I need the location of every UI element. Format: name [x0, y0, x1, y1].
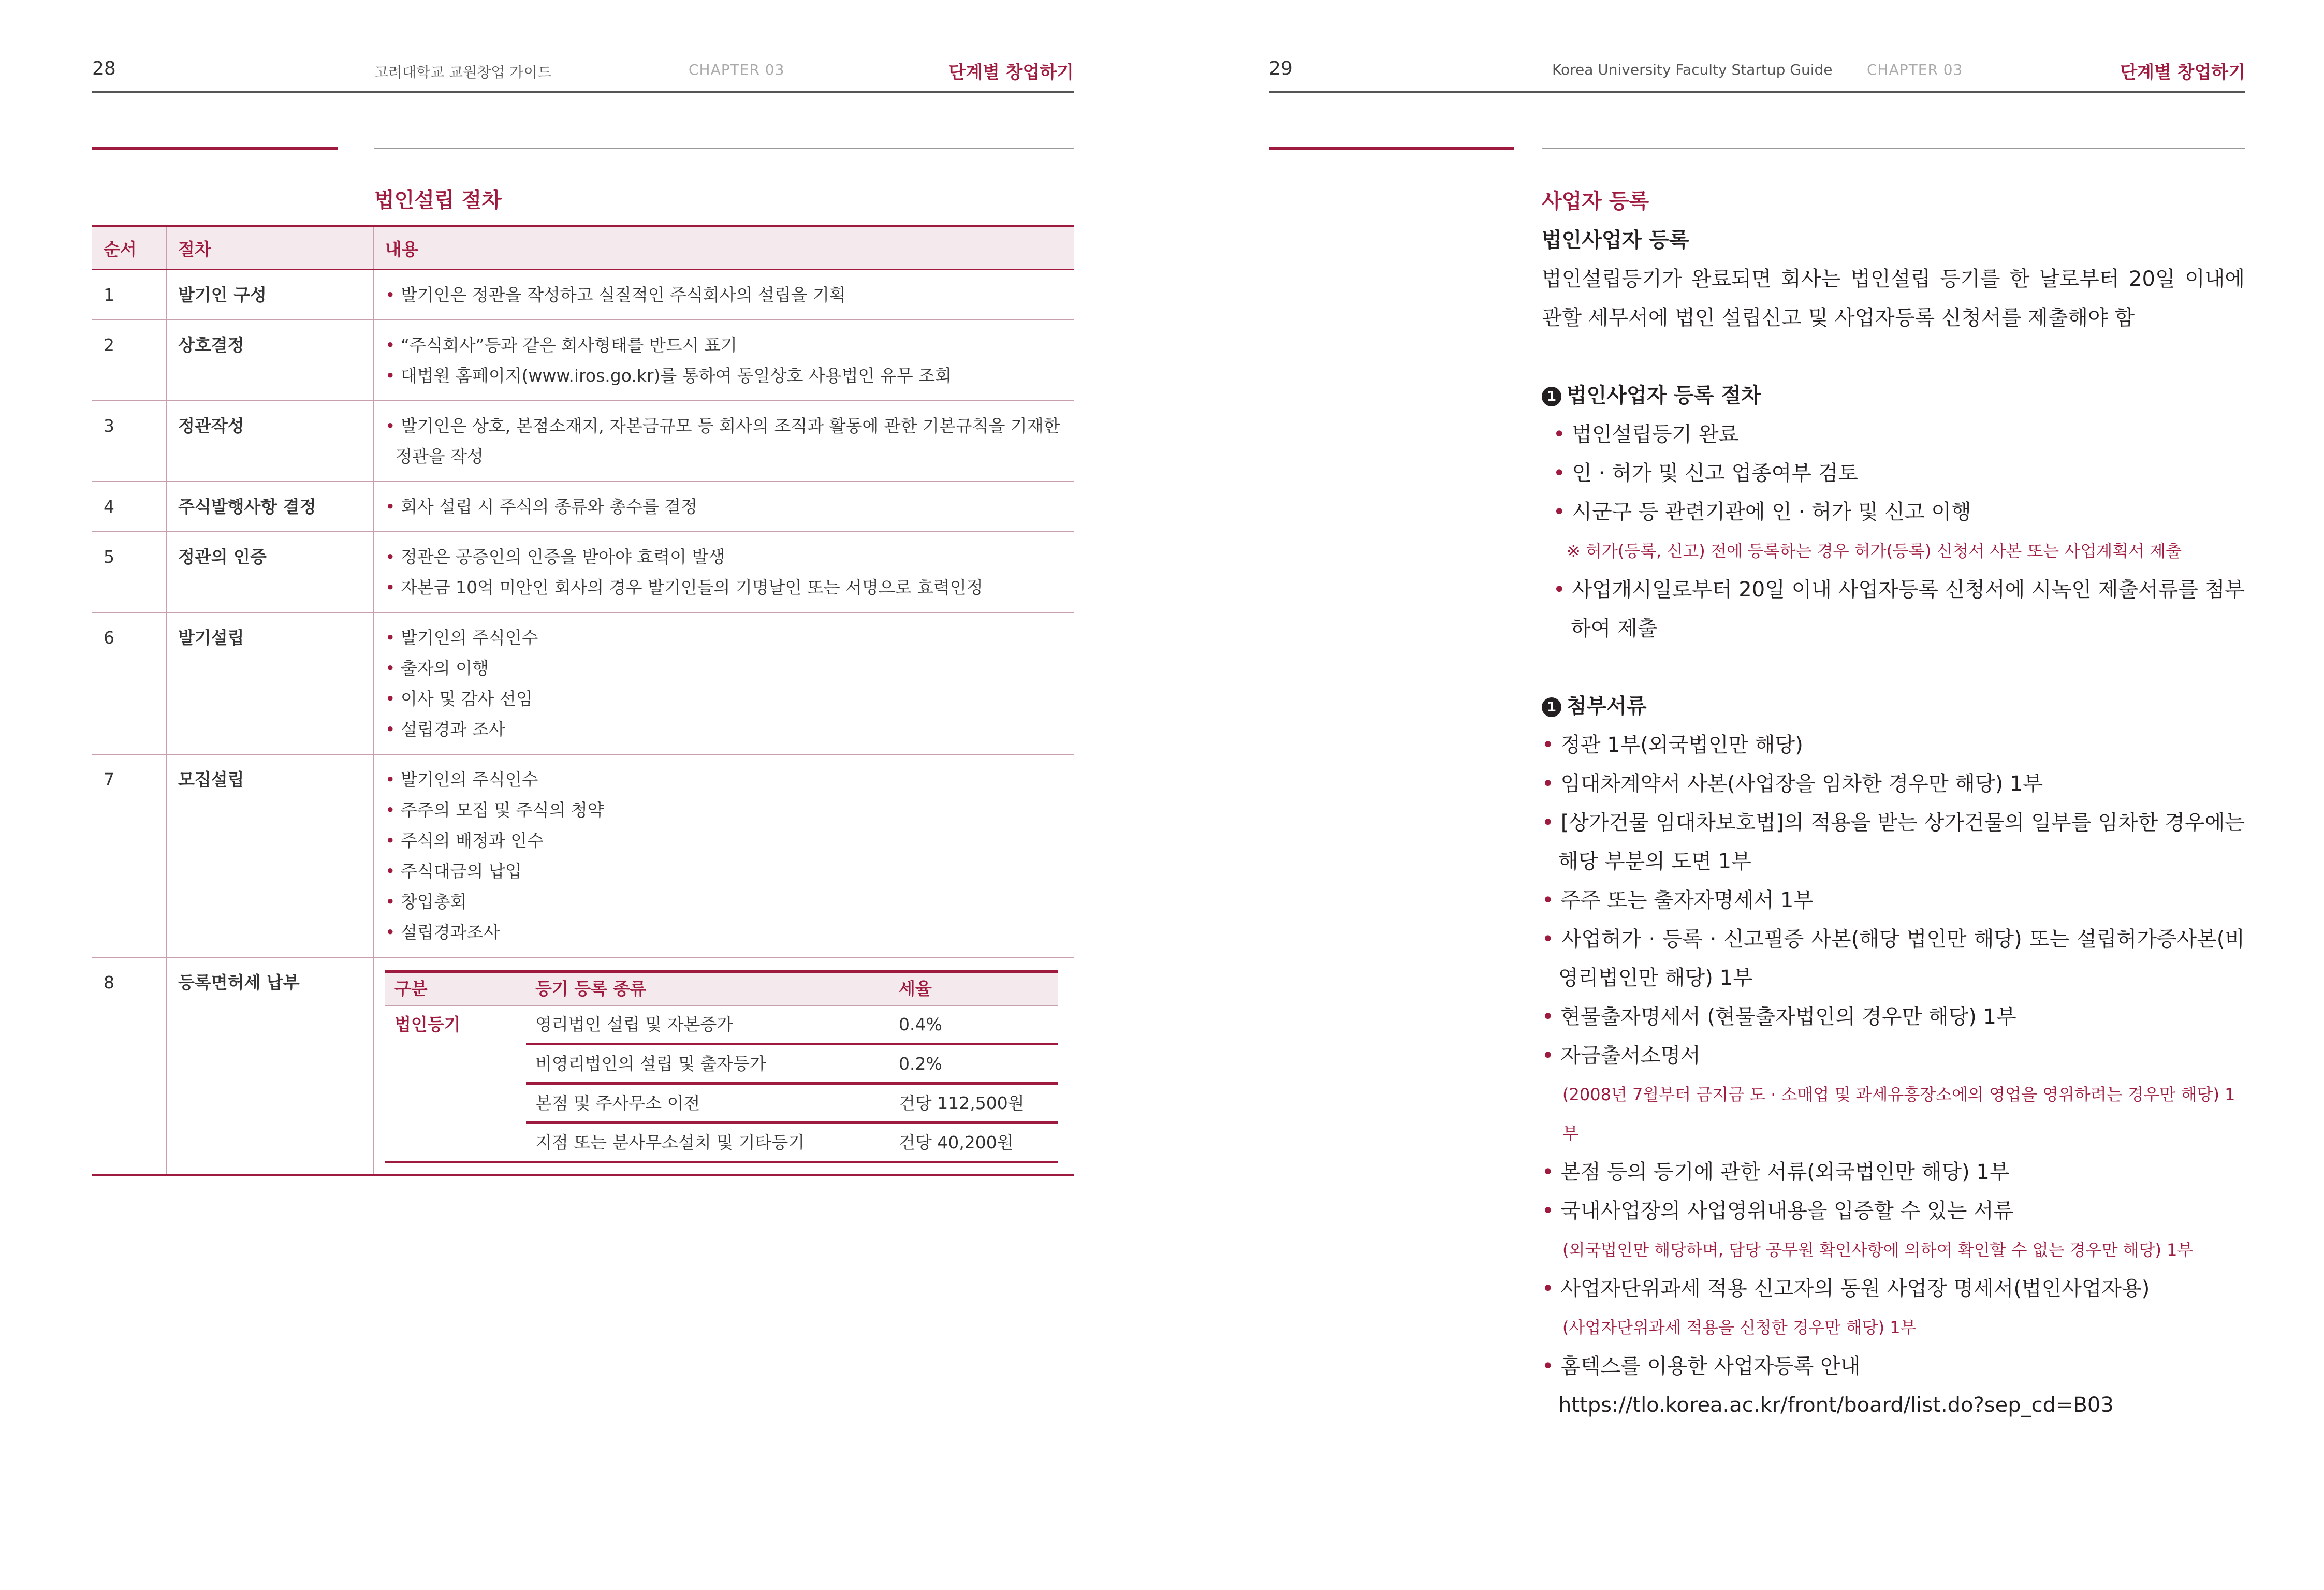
list-item: • 발기인은 정관을 작성하고 실질적인 주식회사의 설립을 기획	[385, 284, 846, 305]
header-step: 절차	[166, 226, 373, 270]
row-content	[373, 320, 1074, 401]
list-item: • 현물출자명세서 (현물출자법인의 경우만 해당) 1부	[1542, 1005, 2016, 1029]
table-title: 법인설립 절차	[374, 188, 502, 212]
fee-rate: 건당 112,500원	[889, 1084, 1058, 1123]
fee-type: 영리법인 설립 및 자본증가	[526, 1005, 889, 1044]
list-item: • “주식회사”등과 같은 회사형태를 반드시 표기	[385, 334, 737, 355]
subtitle: 법인사업자 등록	[1542, 228, 1689, 252]
page-title: 사업자 등록	[1542, 189, 1649, 213]
thin-rule	[374, 148, 1074, 149]
fee-type: 본점 및 주사무소 이전	[526, 1084, 889, 1123]
list-item: • 자본금 10억 미안인 회사의 경우 발기인들의 기명날인 또는 서명으로 효력인정	[385, 577, 983, 597]
table-row	[92, 482, 1074, 532]
row-number: 7	[92, 754, 166, 957]
list-item: • 회사 설립 시 주식의 종류와 총수를 결정	[385, 496, 697, 517]
attachments-heading: 1 첨부서류	[1542, 687, 2245, 726]
list-item: • 자금출서소명서	[1542, 1044, 1701, 1068]
header-rule	[92, 91, 1074, 93]
fee-row	[385, 1005, 1058, 1044]
table-row	[92, 401, 1074, 482]
header-content: 내용	[373, 226, 1074, 270]
table-row	[92, 532, 1074, 612]
list-item: • 대법원 홈페이지(www.iros.go.kr)를 통하여 동일상호 사용법인 유무 조회	[385, 365, 952, 386]
list-item: • 설립경과 조사	[385, 719, 505, 739]
number-one-icon: 1	[1542, 697, 1561, 717]
fee-type: 비영리법인의 설립 및 출자등가	[526, 1044, 889, 1084]
list-item: • 본점 등의 등기에 관한 서류(외국법인만 해당) 1부	[1542, 1160, 2010, 1184]
list-item: • 시군구 등 관련기관에 인 · 허가 및 신고 이행	[1553, 500, 1971, 524]
list-item: • 사업자단위과세 적용 신고자의 동원 사업장 명세서(법인사업자용)	[1542, 1277, 2150, 1301]
guide-title: Korea University Faculty Startup Guide	[1552, 61, 1833, 78]
page-number: 28	[92, 58, 116, 79]
row-number: 5	[92, 532, 166, 612]
list-item: • 설립경과조사	[385, 922, 500, 942]
procedure-note: ※ 허가(등록, 신고) 전에 등록하는 경우 허가(등록) 신청서 사본 또는 사업계획서 제출	[1567, 541, 2182, 561]
row-step: 모집설립	[166, 754, 373, 957]
row-number: 1	[92, 270, 166, 320]
list-item: • 발기인의 주식인수	[385, 769, 538, 790]
hometax-link[interactable]: https://tlo.korea.ac.kr/front/board/list.do?sep_cd=B03	[1558, 1393, 2114, 1417]
row-step: 상호결정	[166, 320, 373, 401]
row-number: 3	[92, 401, 166, 482]
fee-rate: 건당 40,200원	[889, 1123, 1058, 1162]
row-content	[373, 401, 1074, 482]
row-content	[373, 957, 1074, 1175]
row-step: 등록면허세 납부	[166, 957, 373, 1175]
accent-rule	[92, 147, 338, 150]
header-order: 순서	[92, 226, 166, 270]
page-number: 29	[1269, 58, 1293, 79]
fee-category: 법인등기	[385, 1005, 526, 1162]
list-item: • 임대차계약서 사본(사업장을 임차한 경우만 해당) 1부	[1542, 772, 2043, 796]
header-rule	[1269, 91, 2245, 93]
table-row	[92, 320, 1074, 401]
list-item: • 출자의 이행	[385, 658, 489, 678]
procedure-heading: 1 법인사업자 등록 절차	[1542, 376, 2245, 415]
fee-rate: 0.2%	[889, 1044, 1058, 1084]
fee-header-rate: 세율	[889, 971, 1058, 1005]
row-content	[373, 270, 1074, 320]
number-one-icon: 1	[1542, 387, 1561, 406]
list-item: • 주식의 배정과 인수	[385, 830, 544, 851]
list-item: • 발기인의 주식인수	[385, 627, 538, 648]
fee-table	[385, 970, 1058, 1164]
fee-rate: 0.4%	[889, 1005, 1058, 1044]
row-content	[373, 612, 1074, 754]
row-number: 4	[92, 482, 166, 532]
row-step: 정관의 인증	[166, 532, 373, 612]
list-item: • 이사 및 감사 선임	[385, 688, 533, 709]
row-content	[373, 532, 1074, 612]
fee-type: 지점 또는 분사무소설치 및 기타등기	[526, 1123, 889, 1162]
list-item: • 인 · 허가 및 신고 업종여부 검토	[1553, 461, 1858, 485]
chapter-label: CHAPTER 03	[689, 61, 785, 78]
attachment-note: (사업자단위과세 적용을 신청한 경우만 해당) 1부	[1562, 1318, 1917, 1337]
list-item: • 주식대금의 납입	[385, 860, 522, 881]
row-step: 주식발행사항 결정	[166, 482, 373, 532]
table-row	[92, 754, 1074, 957]
thin-rule	[1542, 148, 2245, 149]
table-row	[92, 957, 1074, 1175]
intro-paragraph: 법인설립등기가 완료되면 회사는 법인설립 등기를 한 날로부터 20일 이내에 관할 세무서에 법인 설립신고 및 사업자등록 신청서를 제출해야 함	[1542, 267, 2245, 330]
attachment-note: (2008년 7월부터 금지금 도 · 소매업 및 과세유흥장소에의 영업을 영위하려는 경우만 해당) 1부	[1562, 1085, 2235, 1143]
list-item: • 주주의 모집 및 주식의 청약	[385, 799, 604, 820]
section-label: 단계별 창업하기	[2120, 62, 2245, 83]
row-step: 발기인 구성	[166, 270, 373, 320]
chapter-label: CHAPTER 03	[1867, 61, 1963, 78]
list-item: • 정관은 공증인의 인증을 받아야 효력이 발생	[385, 546, 725, 567]
table-row	[92, 612, 1074, 754]
row-step: 발기설립	[166, 612, 373, 754]
list-item: • 창입총회	[385, 891, 467, 912]
list-item: • [상가건물 임대차보호법]의 적용을 받는 상가건물의 일부를 임차한 경우에는 해당 부분의 도면 1부	[1542, 811, 2245, 873]
list-item: • 국내사업장의 사업영위내용을 입증할 수 있는 서류	[1542, 1199, 2014, 1223]
procedure-table	[92, 225, 1074, 1176]
list-item: • 정관 1부(외국법인만 해당)	[1542, 733, 1803, 757]
row-content	[373, 754, 1074, 957]
list-item: • 발기인은 상호, 본점소재지, 자본금규모 등 회사의 조직과 활동에 관한 기본규칙을 기재한 정관을 작성	[385, 415, 1060, 466]
list-item: • 법인설립등기 완료	[1553, 422, 1739, 446]
row-step: 정관작성	[166, 401, 373, 482]
list-item: • 주주 또는 출자자명세서 1부	[1542, 888, 1814, 912]
table-header-row	[92, 226, 1074, 270]
row-number: 6	[92, 612, 166, 754]
fee-header-row	[385, 971, 1058, 1005]
list-item: • 사업허가 · 등록 · 신고필증 사본(해당 법인만 해당) 또는 설립허가증사본(비영리법인만 해당) 1부	[1542, 927, 2245, 990]
list-item: • 사업개시일로부터 20일 이내 사업자등록 신청서에 시녹인 제출서류를 첨부하여 제출	[1553, 578, 2245, 640]
fee-header-category: 구분	[385, 971, 526, 1005]
section-label: 단계별 창업하기	[948, 62, 1074, 83]
list-item: • 홈텍스를 이용한 사업자등록 안내	[1542, 1354, 1861, 1378]
accent-rule	[1269, 147, 1514, 150]
attachment-note: (외국법인만 해당하며, 담당 공무원 확인사항에 의하여 확인할 수 없는 경우만 해당) 1부	[1562, 1240, 2194, 1260]
row-number: 2	[92, 320, 166, 401]
right-content	[1542, 182, 2245, 1425]
table-row	[92, 270, 1074, 320]
guide-title: 고려대학교 교원창업 가이드	[374, 64, 552, 81]
row-number: 8	[92, 957, 166, 1175]
fee-header-type: 등기 등록 종류	[526, 971, 889, 1005]
row-content	[373, 482, 1074, 532]
